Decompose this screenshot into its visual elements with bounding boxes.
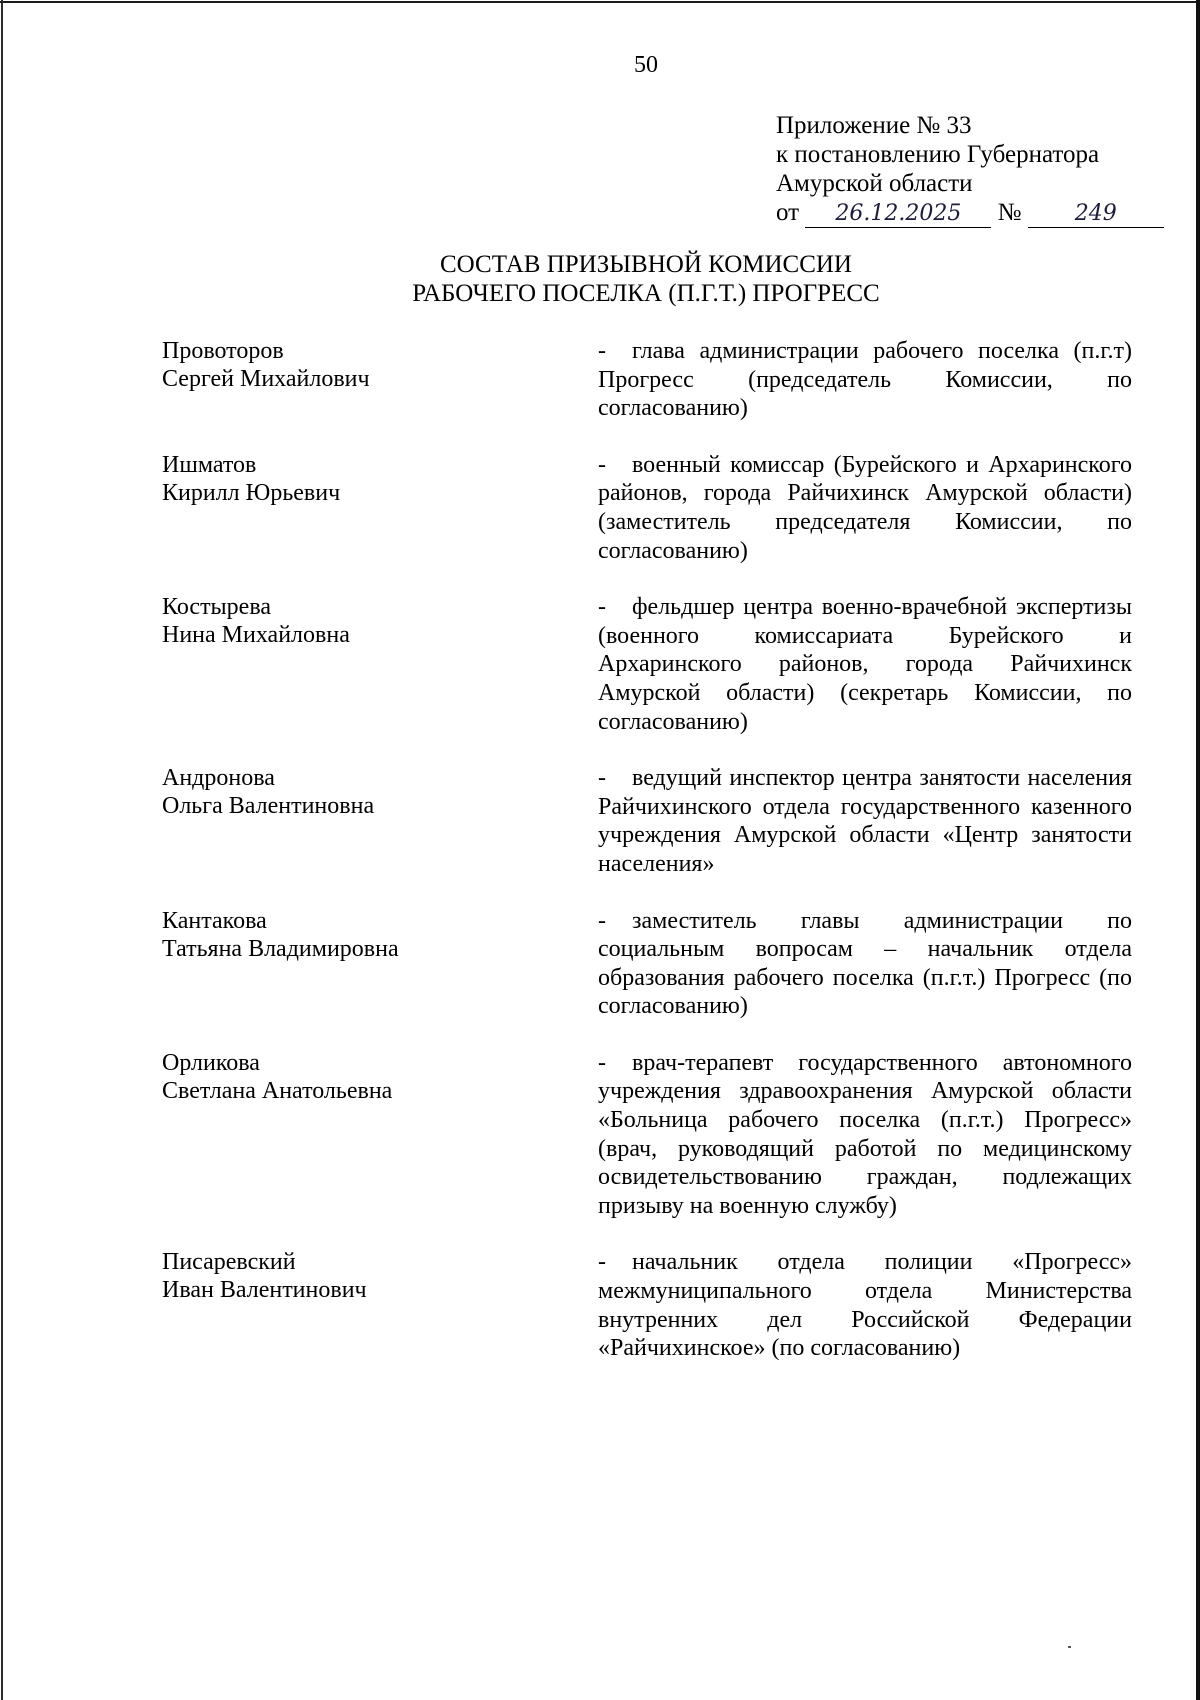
page-number: 50	[634, 52, 658, 78]
member-given-name: Иван Валентинович	[162, 1277, 367, 1304]
member-name	[162, 764, 598, 878]
member-surname: Ишматов	[162, 451, 257, 478]
title-line-1: СОСТАВ ПРИЗЫВНОЙ КОМИССИИ	[440, 251, 852, 278]
member-role-text: глава администрации рабочего поселка (п.г.т) Прогресс (председатель Комиссии, по согласованию)	[598, 338, 1132, 422]
appendix-date-line	[776, 198, 1164, 228]
role-dash: -	[598, 765, 606, 792]
number-prefix: №	[997, 199, 1022, 226]
member-role-text: начальник отдела полиции «Прогресс» межмуниципального отдела Министерства внутренних дел Российской Федерации «Райчихинское» (по согласованию)	[598, 1249, 1132, 1362]
member-name	[162, 451, 598, 565]
appendix-number: Приложение № 33	[776, 112, 972, 139]
member-given-name: Ольга Валентиновна	[162, 793, 375, 820]
member-name	[162, 593, 598, 736]
member-entry	[162, 907, 1132, 1021]
member-given-name: Сергей Михайлович	[162, 366, 370, 392]
member-role	[598, 1248, 1132, 1362]
member-surname: Провоторов	[162, 338, 284, 364]
scan-speck	[1068, 1646, 1071, 1648]
member-entry	[162, 1248, 1132, 1362]
member-surname: Костырева	[162, 594, 271, 621]
member-role	[598, 1049, 1132, 1221]
appendix-decree-reference: к постановлению Губернатора	[776, 141, 1100, 168]
date-prefix: от	[776, 199, 800, 226]
member-entry	[162, 451, 1132, 565]
member-surname: Кантакова	[162, 907, 267, 934]
role-dash: -	[598, 594, 606, 621]
member-role-text: военный комиссар (Бурейского и Архаринского районов, города Райчихинск Амурской области) (заместитель председателя Комиссии, по согласованию)	[598, 451, 1132, 564]
member-given-name: Татьяна Владимировна	[162, 935, 399, 962]
member-name	[162, 1248, 598, 1362]
document-title	[0, 250, 1200, 308]
member-role	[598, 593, 1132, 736]
role-dash: -	[598, 1049, 606, 1076]
member-entry	[162, 764, 1132, 878]
member-surname: Орликова	[162, 1049, 260, 1076]
member-role-text: ведущий инспектор центра занятости населения Райчихинского отдела государственного казенного учреждения Амурской области «Центр занятости населения»	[598, 765, 1132, 877]
role-dash: -	[598, 907, 606, 934]
member-given-name: Светлана Анатольевна	[162, 1077, 393, 1104]
member-role	[598, 764, 1132, 878]
member-name	[162, 1049, 598, 1221]
member-name	[162, 337, 598, 423]
appendix-region: Амурской области	[776, 170, 973, 197]
member-role-text: врач-терапевт государственного автономного учреждения здравоохранения Амурской области «Больница рабочего поселка (п.г.т.) Прогресс» (врач, руководящий работой по медицинскому освидетельствованию граждан, подлежащих призыву на военную службу)	[598, 1049, 1132, 1219]
member-role-text: заместитель главы администрации по социальным вопросам – начальник отдела образования рабочего поселка (п.г.т.) Прогресс (по согласованию)	[598, 907, 1132, 1020]
appendix-header	[776, 111, 1164, 228]
member-role	[598, 337, 1132, 423]
title-line-2: РАБОЧЕГО ПОСЕЛКА (П.Г.Т.) ПРОГРЕСС	[412, 280, 880, 307]
handwritten-date: 26.12.2025	[805, 200, 991, 228]
member-role	[598, 451, 1132, 565]
role-dash: -	[598, 1249, 606, 1276]
member-role-text: фельдшер центра военно-врачебной экспертизы (военного комиссариата Бурейского и Архаринского районов, города Райчихинск Амурской области) (секретарь Комиссии, по согласованию)	[598, 594, 1132, 735]
member-entry	[162, 593, 1132, 736]
member-entry	[162, 1049, 1132, 1221]
commission-members-list	[162, 337, 1132, 1363]
member-given-name: Нина Михайловна	[162, 622, 350, 649]
member-entry	[162, 337, 1132, 423]
handwritten-number: 249	[1028, 200, 1164, 228]
member-given-name: Кирилл Юрьевич	[162, 479, 341, 506]
member-name	[162, 907, 598, 1021]
member-role	[598, 907, 1132, 1021]
member-surname: Писаревский	[162, 1249, 296, 1276]
member-surname: Андронова	[162, 765, 275, 792]
scan-border-top	[0, 1, 1200, 3]
role-dash: -	[598, 338, 606, 364]
role-dash: -	[598, 451, 606, 478]
